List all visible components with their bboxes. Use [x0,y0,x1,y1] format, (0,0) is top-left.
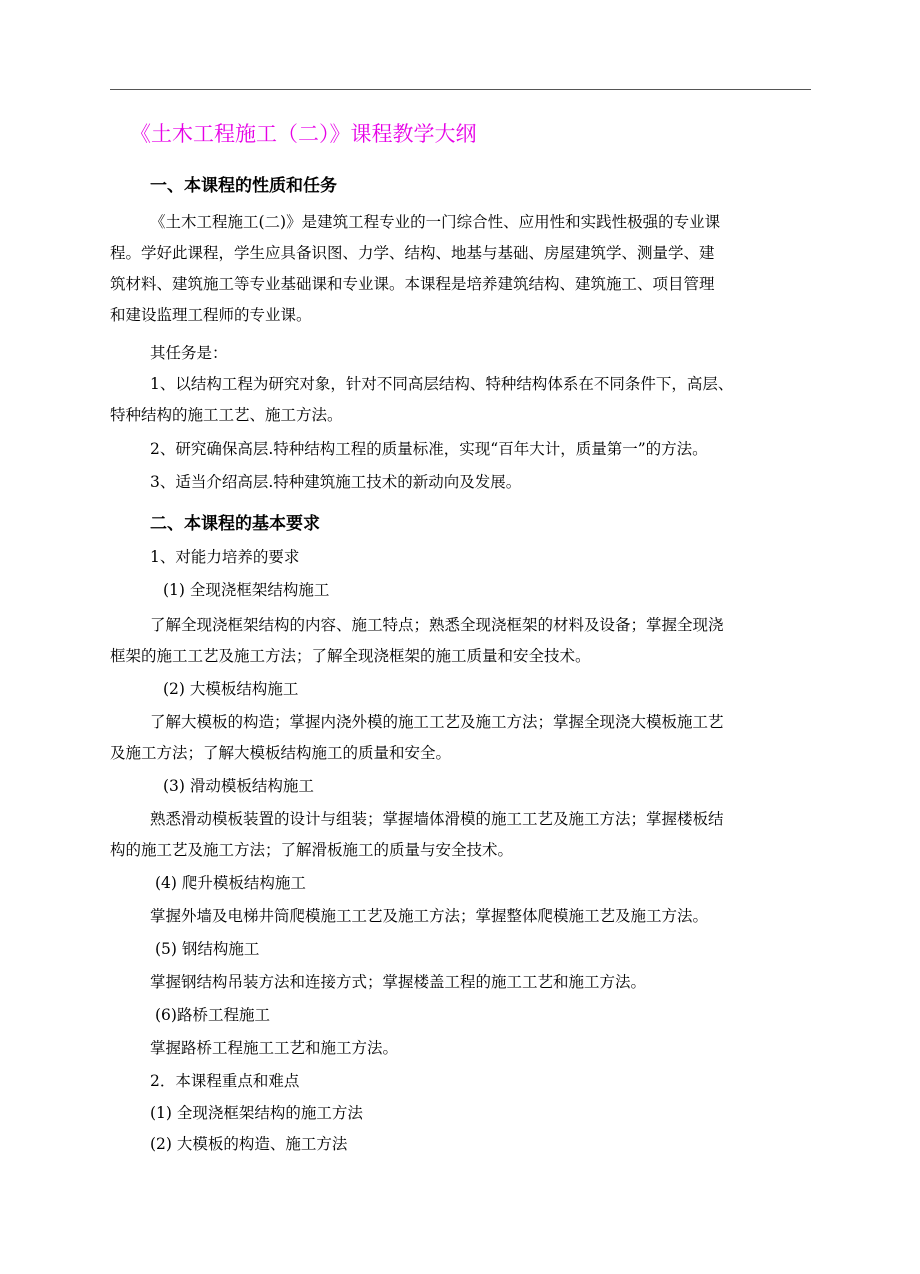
item-description-line: 熟悉滑动模板装置的设计与组装；掌握墙体滑模的施工工艺及施工方法；掌握楼板结 [150,810,724,828]
subsection-ability-requirements: 1、对能力培养的要求 [150,548,300,566]
item-title: (3) 滑动模板结构施工 [163,777,314,795]
task-1-line: 特种结构的施工工艺、施工方法。 [110,406,343,424]
item-title: (2) 大模板结构施工 [163,680,299,698]
key-point: (1) 全现浇框架结构的施工方法 [150,1104,363,1122]
item-description-line: 掌握钢结构吊装方法和连接方式；掌握楼盖工程的施工工艺和施工方法。 [150,973,647,991]
item-description-line: 及施工方法；了解大模板结构施工的质量和安全。 [110,744,452,762]
item-title: (5) 钢结构施工 [155,940,260,958]
item-title: (1) 全现浇框架结构施工 [163,581,330,599]
document-title: 《土木工程施工（二）》课程教学大纲 [130,122,477,146]
section-heading-basic-requirements: 二、本课程的基本要求 [150,514,320,534]
item-description-line: 掌握外墙及电梯井筒爬模施工工艺及施工方法；掌握整体爬模施工艺及施工方法。 [150,907,709,925]
tasks-label: 其任务是： [150,344,228,362]
paragraph-line: 程。学好此课程，学生应具备识图、力学、结构、地基与基础、房屋建筑学、测量学、建 [110,244,715,262]
item-title: (6)路桥工程施工 [155,1006,270,1024]
paragraph-line: 和建设监理工程师的专业课。 [110,306,312,324]
item-title: (4) 爬升模板结构施工 [155,874,306,892]
item-description-line: 了解全现浇框架结构的内容、施工特点；熟悉全现浇框架的材料及设备；掌握全现浇 [150,616,724,634]
task-2: 2、研究确保高层.特种结构工程的质量标准，实现“百年大计，质量第一”的方法。 [150,440,708,458]
item-description-line: 构的施工艺及施工方法；了解滑板施工的质量与安全技术。 [110,841,514,859]
task-3: 3、适当介绍高层.特种建筑施工技术的新动向及发展。 [150,473,522,491]
subsection-key-points: 2．本课程重点和难点 [150,1072,300,1090]
key-point: (2) 大模板的构造、施工方法 [150,1135,348,1153]
task-1-line: 1、以结构工程为研究对象，针对不同高层结构、特种结构体系在不同条件下，高层、 [150,375,734,393]
paragraph-line: 筑材料、建筑施工等专业基础课和专业课。本课程是培养建筑结构、建筑施工、项目管理 [110,275,715,293]
item-description-line: 掌握路桥工程施工工艺和施工方法。 [150,1039,399,1057]
section-heading-nature-and-tasks: 一、本课程的性质和任务 [150,176,337,196]
item-description-line: 框架的施工工艺及施工方法；了解全现浇框架的施工质量和安全技术。 [110,647,591,665]
paragraph-line: 《土木工程施工(二)》是建筑工程专业的一门综合性、应用性和实践性极强的专业课 [150,213,721,231]
item-description-line: 了解大模板的构造；掌握内浇外模的施工工艺及施工方法；掌握全现浇大模板施工艺 [150,713,724,731]
header-rule [110,89,811,90]
